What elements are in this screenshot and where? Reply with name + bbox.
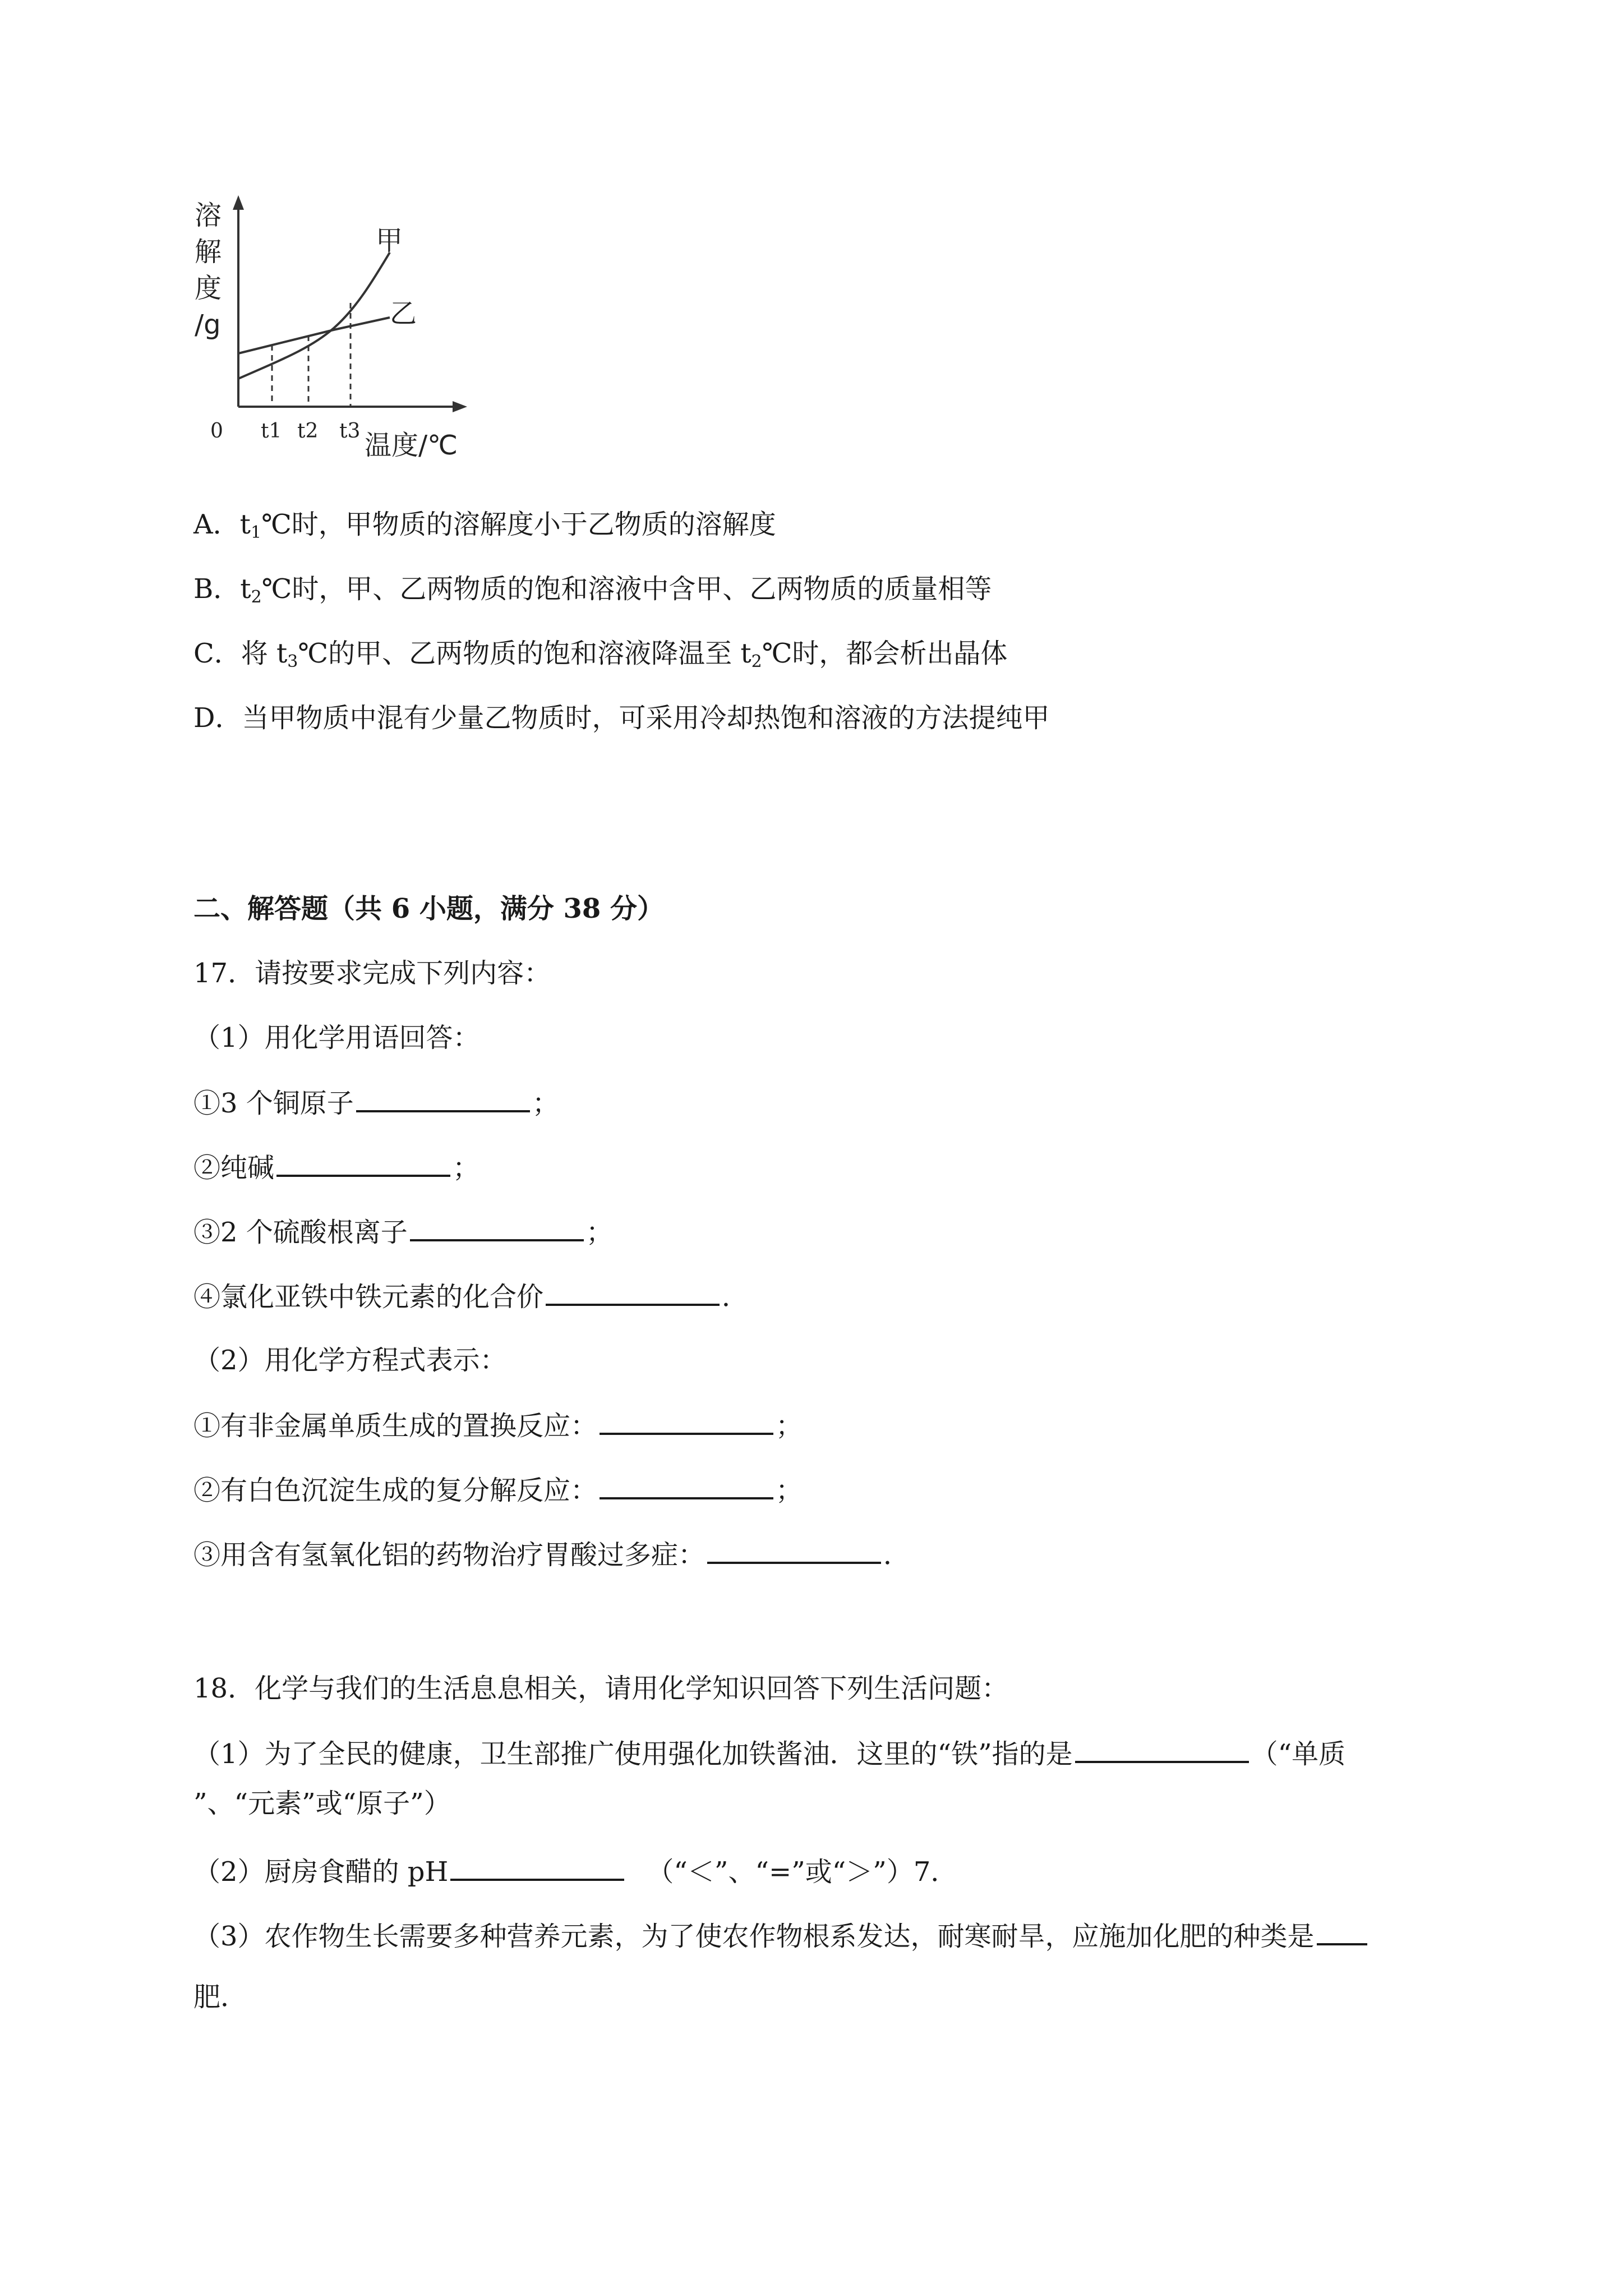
y-axis-arrow (233, 195, 244, 210)
tick-t3: t3 (339, 420, 361, 443)
q17-eq1: ①有非金属单质生成的置换反应： ； (193, 1408, 803, 1443)
q18-part1-cont: ”、“元素”或“原子”） (193, 1788, 451, 1819)
ylabel-3: 度 (195, 273, 222, 304)
q17-eq2: ②有白色沉淀生成的复分解反应： ； (193, 1473, 803, 1507)
xlabel: 温度/℃ (365, 430, 458, 460)
answer-blank[interactable] (356, 1085, 530, 1112)
solubility-graph (193, 191, 468, 460)
q18-part3: （3）农作物生长需要多种营养元素，为了使农作物根系发达，耐寒耐旱，应施加化肥的种类是 (193, 1918, 1370, 1953)
option-c: C．将 $t_3℃$的甲、乙两物质的饱和溶液降温至 $t_2℃$时，都会析出晶体 (193, 638, 1008, 671)
ylabel-1: 溶 (195, 200, 222, 231)
answer-blank[interactable] (1075, 1736, 1249, 1763)
answer-blank[interactable] (1317, 1918, 1367, 1945)
x-axis-arrow (453, 401, 467, 412)
tick-t2: t2 (297, 420, 319, 443)
q18-part3-cont: 肥． (193, 1981, 248, 2013)
answer-blank[interactable] (276, 1150, 450, 1177)
option-d: D．当甲物质中混有少量乙物质时，可采用冷却热饱和溶液的方法提纯甲 (193, 702, 1050, 734)
q17-part1: （1）用化学用语回答： (193, 1022, 480, 1053)
answer-blank[interactable] (410, 1214, 584, 1241)
q17-item2: ②纯碱 ； (193, 1150, 479, 1185)
q17-item4: ④氯化亚铁中铁元素的化合价 ． (193, 1279, 749, 1314)
answer-blank[interactable] (450, 1854, 624, 1881)
q17-title: 17．请按要求完成下列内容： (193, 958, 551, 989)
answer-blank[interactable] (600, 1473, 773, 1499)
curve-jia (238, 252, 390, 379)
curve-yi (238, 318, 390, 353)
answer-blank[interactable] (600, 1408, 773, 1435)
option-b: B．$t_2℃$时，甲、乙两物质的饱和溶液中含甲、乙两物质的质量相等 (193, 573, 992, 607)
label-yi: 乙 (390, 298, 417, 329)
q17-item3: ③2 个硫酸根离子 ； (193, 1214, 613, 1249)
ylabel-2: 解 (195, 236, 222, 268)
tick-t1: t1 (261, 420, 282, 443)
label-jia: 甲 (376, 225, 403, 256)
q18-title: 18．化学与我们的生活息息相关，请用化学知识回答下列生活问题： (193, 1673, 1009, 1704)
q17-eq3: ③用含有氢氧化铝的药物治疗胃酸过多症： ． (193, 1537, 910, 1572)
q18-part1: （1）为了全民的健康，卫生部推广使用强化加铁酱油．这里的“铁”指的是 （“单质 (193, 1736, 1345, 1771)
section-title: 二、解答题（共 6 小题，满分 38 分） (193, 893, 665, 924)
q17-item1: ①3 个铜原子 ； (193, 1085, 559, 1120)
answer-blank[interactable] (546, 1279, 720, 1306)
q18-part2: （2）厨房食醋的 pH （“＜”、“=”或“＞”）7． (193, 1854, 957, 1889)
ylabel-4: /g (195, 309, 221, 341)
origin-label: 0 (210, 420, 223, 443)
option-a: A．$t_1℃$时，甲物质的溶解度小于乙物质的溶解度 (193, 509, 776, 542)
q17-part2: （2）用化学方程式表示： (193, 1345, 507, 1376)
answer-blank[interactable] (707, 1537, 881, 1564)
